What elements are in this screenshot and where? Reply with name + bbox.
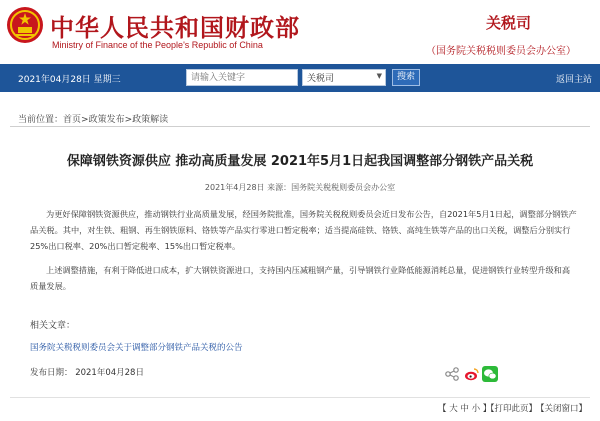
- search-scope-select[interactable]: [302, 69, 386, 86]
- return-home-link[interactable]: 返回主站: [556, 75, 593, 85]
- breadcrumb-separator: >: [124, 115, 133, 125]
- divider: [10, 397, 590, 398]
- breadcrumb-prefix: 当前位置：: [18, 115, 64, 125]
- breadcrumb-separator: >: [81, 115, 89, 125]
- weibo-icon[interactable]: [464, 366, 480, 382]
- close-window-link[interactable]: 【关闭窗口】: [536, 404, 588, 414]
- breadcrumb-item-home[interactable]: 首页: [63, 115, 82, 125]
- related-article-link[interactable]: 国务院关税税则委员会关于调整部分钢铁产品关税的公告: [30, 343, 243, 353]
- wechat-icon[interactable]: [482, 366, 498, 382]
- site-title-english: Ministry of Finance of the People's Republic of China: [52, 40, 263, 50]
- department-subtitle: （国务院关税税则委员会办公室）: [426, 46, 576, 57]
- related-articles-label: 相关文章：: [30, 321, 76, 331]
- current-date: 2021年04月28日 星期三: [18, 75, 121, 85]
- breadcrumb: [18, 112, 168, 125]
- article-meta: 2021年4月28日 来源：国务院关税税则委员会办公室: [204, 183, 396, 192]
- breadcrumb-item-interpretation[interactable]: 政策解读: [132, 115, 169, 125]
- article-paragraph: 为更好保障钢铁资源供应，推动钢铁行业高质量发展，经国务院批准，国务院关税税则委员会近日发布公告，自2021年5月1日起，调整部分钢铁产品关税。其中，对生铁、粗钢、再生钢铁原料、铬铁等产品实行零进口暂定税率；适当提高硅铁、铬铁、高纯生铁等产品的出口关税，调整后分别实行25%出口税率、20%出口暂定税率、15%出口暂定税率。: [30, 209, 577, 251]
- search-input[interactable]: [186, 69, 298, 86]
- font-size-control[interactable]: 【 大 中 小 】: [438, 404, 492, 414]
- site-header: [0, 0, 600, 64]
- search-button[interactable]: 搜索: [392, 69, 420, 86]
- breadcrumb-item-policy[interactable]: 政策发布: [88, 115, 125, 125]
- department-name: 关税司: [486, 14, 532, 32]
- article-title: 保障钢铁资源供应 推动高质量发展 2021年5月1日起我国调整部分钢铁产品关税: [66, 154, 534, 169]
- publish-date: 发布日期： 2021年04月28日: [30, 368, 144, 378]
- search-scope-value: 关税司: [307, 74, 335, 84]
- site-title[interactable]: 中华人民共和国财政部: [50, 14, 300, 42]
- divider: [10, 126, 590, 127]
- top-navbar: [0, 64, 600, 92]
- print-page-link[interactable]: 【打印此页】: [486, 404, 538, 414]
- chevron-down-icon: ▼: [376, 72, 382, 80]
- share-icon[interactable]: [444, 366, 460, 382]
- national-emblem-icon: [6, 6, 44, 44]
- article-paragraph: 上述调整措施，有利于降低进口成本，扩大钢铁资源进口，支持国内压减粗钢产量，引导钢铁行业降低能源消耗总量，促进钢铁行业转型升级和高质量发展。: [30, 265, 571, 291]
